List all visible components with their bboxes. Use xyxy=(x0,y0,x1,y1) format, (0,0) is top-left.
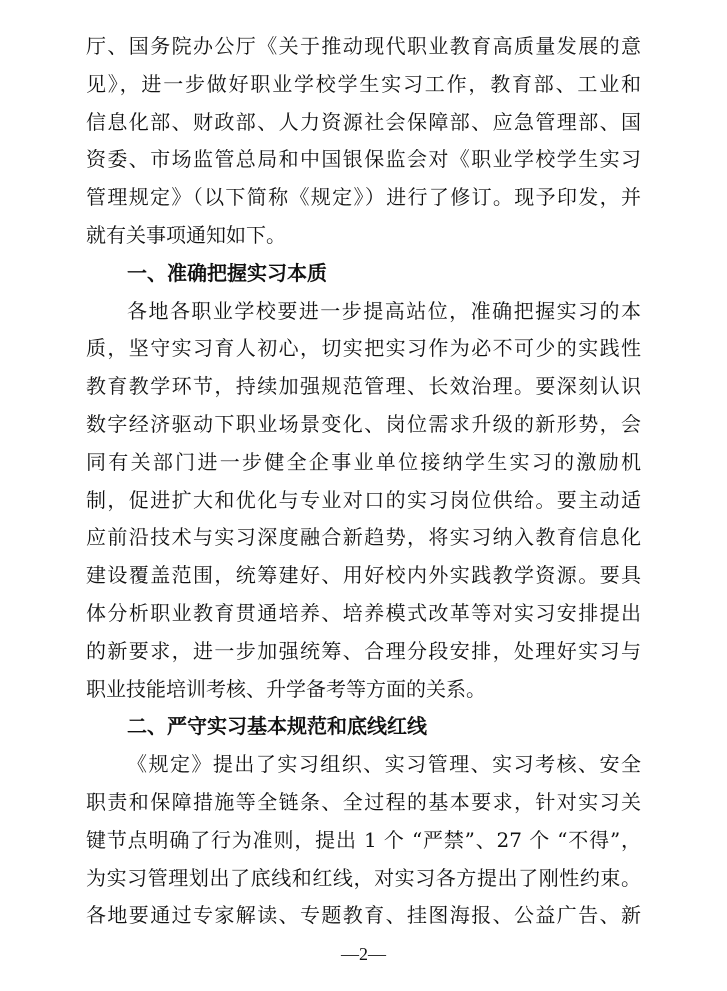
text-line: 资委、市场监管总局和中国银保监会对《职业学校学生实习 xyxy=(86,147,641,172)
document-body xyxy=(86,28,641,935)
text-line: 的新要求，进一步加强统筹、合理分段安排，处理好实习与 xyxy=(86,638,641,663)
section-2-paragraph xyxy=(86,746,641,935)
text-line: 同有关部门进一步健全企事业单位接纳学生实习的激励机 xyxy=(86,449,641,474)
text-line: 应前沿技术与实习深度融合新趋势，将实习纳入教育信息化 xyxy=(86,525,641,550)
text-line: 键节点明确了行为准则，提出 1 个 “严禁”、27 个 “不得”， xyxy=(86,827,641,852)
text-line: 体分析职业教育贯通培养、培养模式改革等对实习安排提出 xyxy=(86,600,641,625)
text-line: 各地要通过专家解读、专题教育、挂图海报、公益广告、新 xyxy=(86,903,641,928)
text-line: 质，坚守实习育人初心，切实把实习作为必不可少的实践性 xyxy=(86,336,641,361)
text-line: 职业技能培训考核、升学备考等方面的关系。 xyxy=(86,676,486,701)
text-line: 见》，进一步做好职业学校学生实习工作，教育部、工业和 xyxy=(86,71,641,96)
section-heading-2: 二、严守实习基本规范和底线红线 xyxy=(127,714,427,739)
text-line: 《规定》提出了实习组织、实习管理、实习考核、安全 xyxy=(127,752,641,777)
text-line: 建设覆盖范围，统筹建好、用好校内外实践教学资源。要具 xyxy=(86,563,641,588)
text-line: 制，促进扩大和优化与专业对口的实习岗位供给。要主动适 xyxy=(86,487,641,512)
text-line: 各地各职业学校要进一步提高站位，准确把握实习的本 xyxy=(127,298,641,323)
text-line: 职责和保障措施等全链条、全过程的基本要求，针对实习关 xyxy=(86,789,641,814)
text-line: 就有关事项通知如下。 xyxy=(86,222,286,247)
section-1-paragraph xyxy=(86,293,641,709)
text-line: 厅、国务院办公厅《关于推动现代职业教育高质量发展的意 xyxy=(86,34,641,58)
text-line: 信息化部、财政部、人力资源社会保障部、应急管理部、国 xyxy=(86,109,641,134)
intro-paragraph xyxy=(86,28,641,255)
text-line: 数字经济驱动下职业场景变化、岗位需求升级的新形势，会 xyxy=(86,411,641,436)
section-heading-1: 一、准确把握实习本质 xyxy=(127,260,327,285)
text-line: 管理规定》（以下简称《规定》）进行了修订。现予印发，并 xyxy=(86,185,641,210)
text-line: 教育教学环节，持续加强规范管理、长效治理。要深刻认识 xyxy=(86,374,641,399)
text-line: 为实习管理划出了底线和红线，对实习各方提出了刚性约束。 xyxy=(86,865,641,890)
page-number: —2— xyxy=(341,944,386,964)
